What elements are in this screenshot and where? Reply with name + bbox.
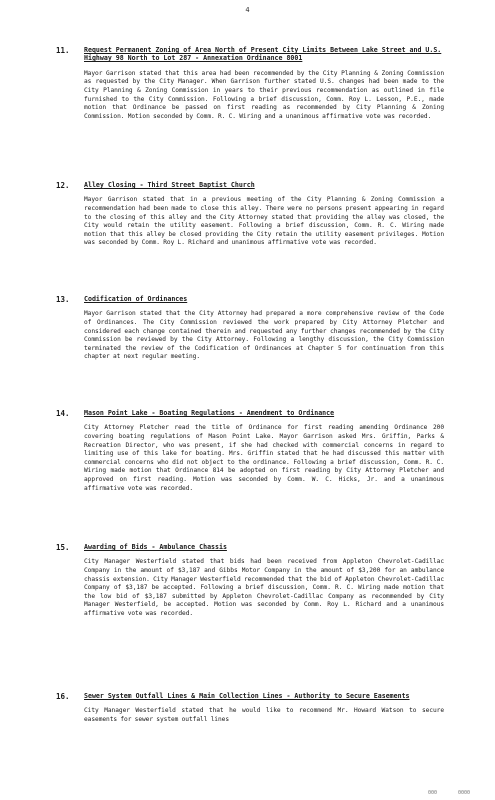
item-title: Mason Point Lake - Boating Regulations - Amendment to Ordinance xyxy=(84,409,335,417)
item-body: City Manager Westerfield stated that bids had been received from Appleton Chevrolet-Cadillac Company in the amount of $3,187 and Gibbs Motor Company in the amount of $3,200 for an ambulance chassis extension. City Manager Westerfield recommended that the bid of Appleton Chevrolet-Cadillac Company of $3,187 be accepted. Following a brief discussion, Comm. R. C. Wiring made motion that the low bid of $3,187 submitted by Appleton Chevrolet-Cadillac Company as recommended by City Manager Westerfield, be accepted. Motion was seconded by Comm. Roy L. Richard and a unanimous affirmative vote was recorded. xyxy=(84,558,444,617)
item-body: City Attorney Pletcher read the title of Ordinance for first reading amending Ordinance 200 covering boating regulations of Mason Point Lake. Mayor Garrison asked Mrs. Griffin, Parks & Recreation Director, who was present, if she had checked with commercial concerns in regard to limiting use of this lake for boating. Mrs. Griffin stated that he had discussed this matter with commercial concerns who did not object to the ordinance. Following a brief discussion, Comm. R. C. Wiring made motion that Ordinance 814 be adopted on first reading by City Attorney Pletcher and approved on first reading. Motion was seconded by Comm. W. C. Hicks, Jr. and a unanimous affirmative vote was recorded. xyxy=(84,424,444,492)
footer-mark-left: 000 xyxy=(428,790,438,796)
page-number: 4 xyxy=(245,6,250,14)
item-body: Mayor Garrison stated that in a previous meeting of the City Planning & Zoning Commission a recommendation had been made to close this alley. There were no persons present appearing in regard to the closing of this alley and the City Attorney stated that providing the alley was closed, the City would retain the utility easement. Following a brief discussion, Comm. R. C. Wiring made motion that this alley be closed providing the City retain the utility easement privileges. Motion was seconded by Comm. Roy L. Richard and unanimous affirmative vote was recorded. xyxy=(84,196,444,247)
item-number: 11. xyxy=(56,46,70,55)
item-title: Alley Closing - Third Street Baptist Church xyxy=(84,181,255,189)
item-body: Mayor Garrison stated that this area had been recommended by the City Planning & Zoning Commission as requested by the City Manager. When Garrison further stated U.S. changes had been made to the City Planning & Zoning Commission in years to their previous recommendation as outlined in file furnished to the City Commission. Following a brief discussion, Comm. Roy L. Lesson, P.E., made motion that Ordinance be passed on first reading as recommended by City Planning & Zoning Commission. Motion seconded by Comm. R. C. Wiring and a unanimous affirmative vote was recorded. xyxy=(84,69,444,120)
item-title: Codification of Ordinances xyxy=(84,295,188,303)
item-body: City Manager Westerfield stated that he would like to recommend Mr. Howard Watson to secure easements for sewer system outfall lines xyxy=(84,707,444,723)
item-number: 16. xyxy=(56,692,70,701)
agenda-item-12 xyxy=(56,181,444,248)
item-number: 15. xyxy=(56,543,70,552)
agenda-item-15 xyxy=(56,543,444,619)
agenda-item-16 xyxy=(56,692,444,725)
item-number: 12. xyxy=(56,181,70,190)
agenda-item-14 xyxy=(56,409,444,493)
agenda-item-13 xyxy=(56,295,444,362)
item-body: Mayor Garrison stated that the City Attorney had prepared a more comprehensive review of the Code of Ordinances. The City Commission reviewed the work prepared by City Attorney Pletcher and considered each change contained therein and requested any further changes recommended by the City Commission be reviewed by the City Attorney. Following a lengthy discussion, the City Commission terminated the review of the Codification of Ordinances at Chapter 5 for continuation from this chapter at next regular meeting. xyxy=(84,310,444,361)
item-number: 13. xyxy=(56,295,70,304)
item-title: Awarding of Bids - Ambulance Chassis xyxy=(84,543,227,551)
item-title: Request Permanent Zoning of Area North of Present City Limits Between Lake Street and U.S. Highway 98 North to Lot 287 - Annexation Ordinance 8001 xyxy=(84,46,442,63)
item-title: Sewer System Outfall Lines & Main Collection Lines - Authority to Secure Easements xyxy=(84,692,410,700)
footer-mark-right: 0000 xyxy=(458,790,471,796)
item-number: 14. xyxy=(56,409,70,418)
agenda-item-11 xyxy=(56,46,444,121)
